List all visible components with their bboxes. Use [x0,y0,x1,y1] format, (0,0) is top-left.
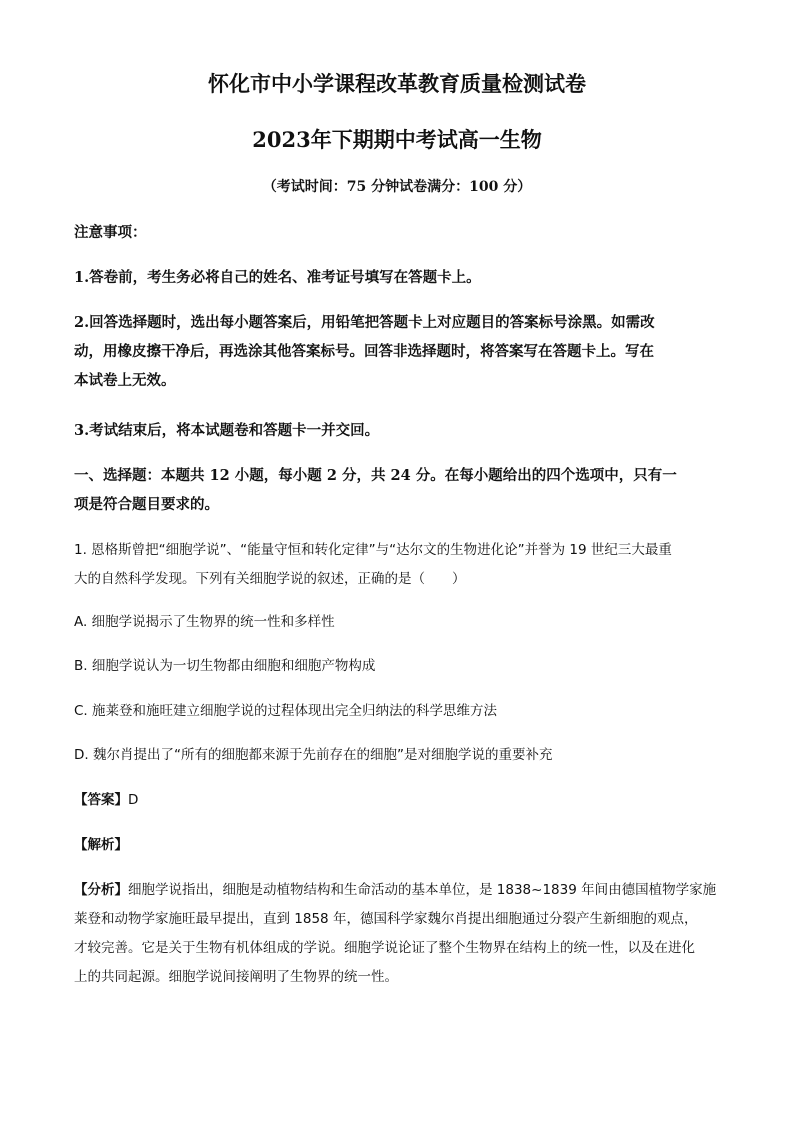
fenxi-line-1: 细胞学说指出，细胞是动植物结构和生命活动的基本单位，是 1838~1839 年间由德国植物学家施 [128,882,717,898]
notice-item-2-line-2: 动，用橡皮擦干净后，再选涂其他答案标号。回答非选择题时，将答案写在答题卡上。写在 [74,343,654,360]
analysis-label [74,831,722,860]
question-1-stem [74,536,722,594]
notice-item-1: 1.答卷前，考生务必将自己的姓名、准考证号填写在答题卡上。 [74,269,481,286]
page-subtitle: 2023年下期期中考试高一生物 [252,127,542,152]
section-heading-line-2: 项是符合题目要求的。 [74,496,219,513]
page-title: 怀化市中小学课程改革教育质量检测试卷 [208,71,586,96]
fenxi-label: 【分析】 [74,882,128,898]
question-stem-line-2: 大的自然科学发现。下列有关细胞学说的叙述，正确的是（ ） [74,571,466,587]
exam-info: （考试时间：75 分钟试卷满分：100 分） [262,179,532,195]
analysis-label-text: 【解析】 [74,837,128,853]
fenxi-line-3: 才较完善。它是关于生物有机体组成的学说。细胞学说论证了整个生物界在结构上的统一性，以及在进化 [74,940,695,956]
answer-value: D [128,792,139,808]
section-heading-line-1: 一、选择题：本题共 12 小题，每小题 2 分，共 24 分。在每小题给出的四个选项中，只有一 [74,467,677,484]
analysis-line-1 [74,876,722,905]
option-c: C. 施莱登和施旺建立细胞学说的过程体现出完全归纳法的科学思维方法 [74,703,498,719]
fenxi-line-2: 莱登和动物学家施旺最早提出，直到 1858 年，德国科学家魏尔肖提出细胞通过分裂产生新细胞的观点， [74,911,698,927]
answer-line [74,786,722,815]
analysis-text [74,876,722,992]
notice-item-2-line-3: 本试卷上无效。 [74,372,176,389]
option-d: D. 魏尔肖提出了“所有的细胞都来源于先前存在的细胞”是对细胞学说的重要补充 [74,747,553,763]
notice-item-2 [74,308,722,395]
answer-label: 【答案】 [74,792,128,808]
fenxi-line-4: 上的共同起源。细胞学说间接阐明了生物界的统一性。 [74,969,398,985]
option-b: B. 细胞学说认为一切生物都由细胞和细胞产物构成 [74,658,376,674]
question-stem-line-1: 1. 恩格斯曾把“细胞学说”、“能量守恒和转化定律”与“达尔文的生物进化论”并誉为 19 世纪三大最重 [74,542,672,558]
notice-heading: 注意事项： [74,224,147,241]
notice-item-2-line-1: 2.回答选择题时，选出每小题答案后，用铅笔把答题卡上对应题目的答案标号涂黑。如需改 [74,314,655,331]
notice-item-3: 3.考试结束后，将本试题卷和答题卡一并交回。 [74,422,380,439]
option-a: A. 细胞学说揭示了生物界的统一性和多样性 [74,614,335,630]
section-heading [74,461,722,519]
